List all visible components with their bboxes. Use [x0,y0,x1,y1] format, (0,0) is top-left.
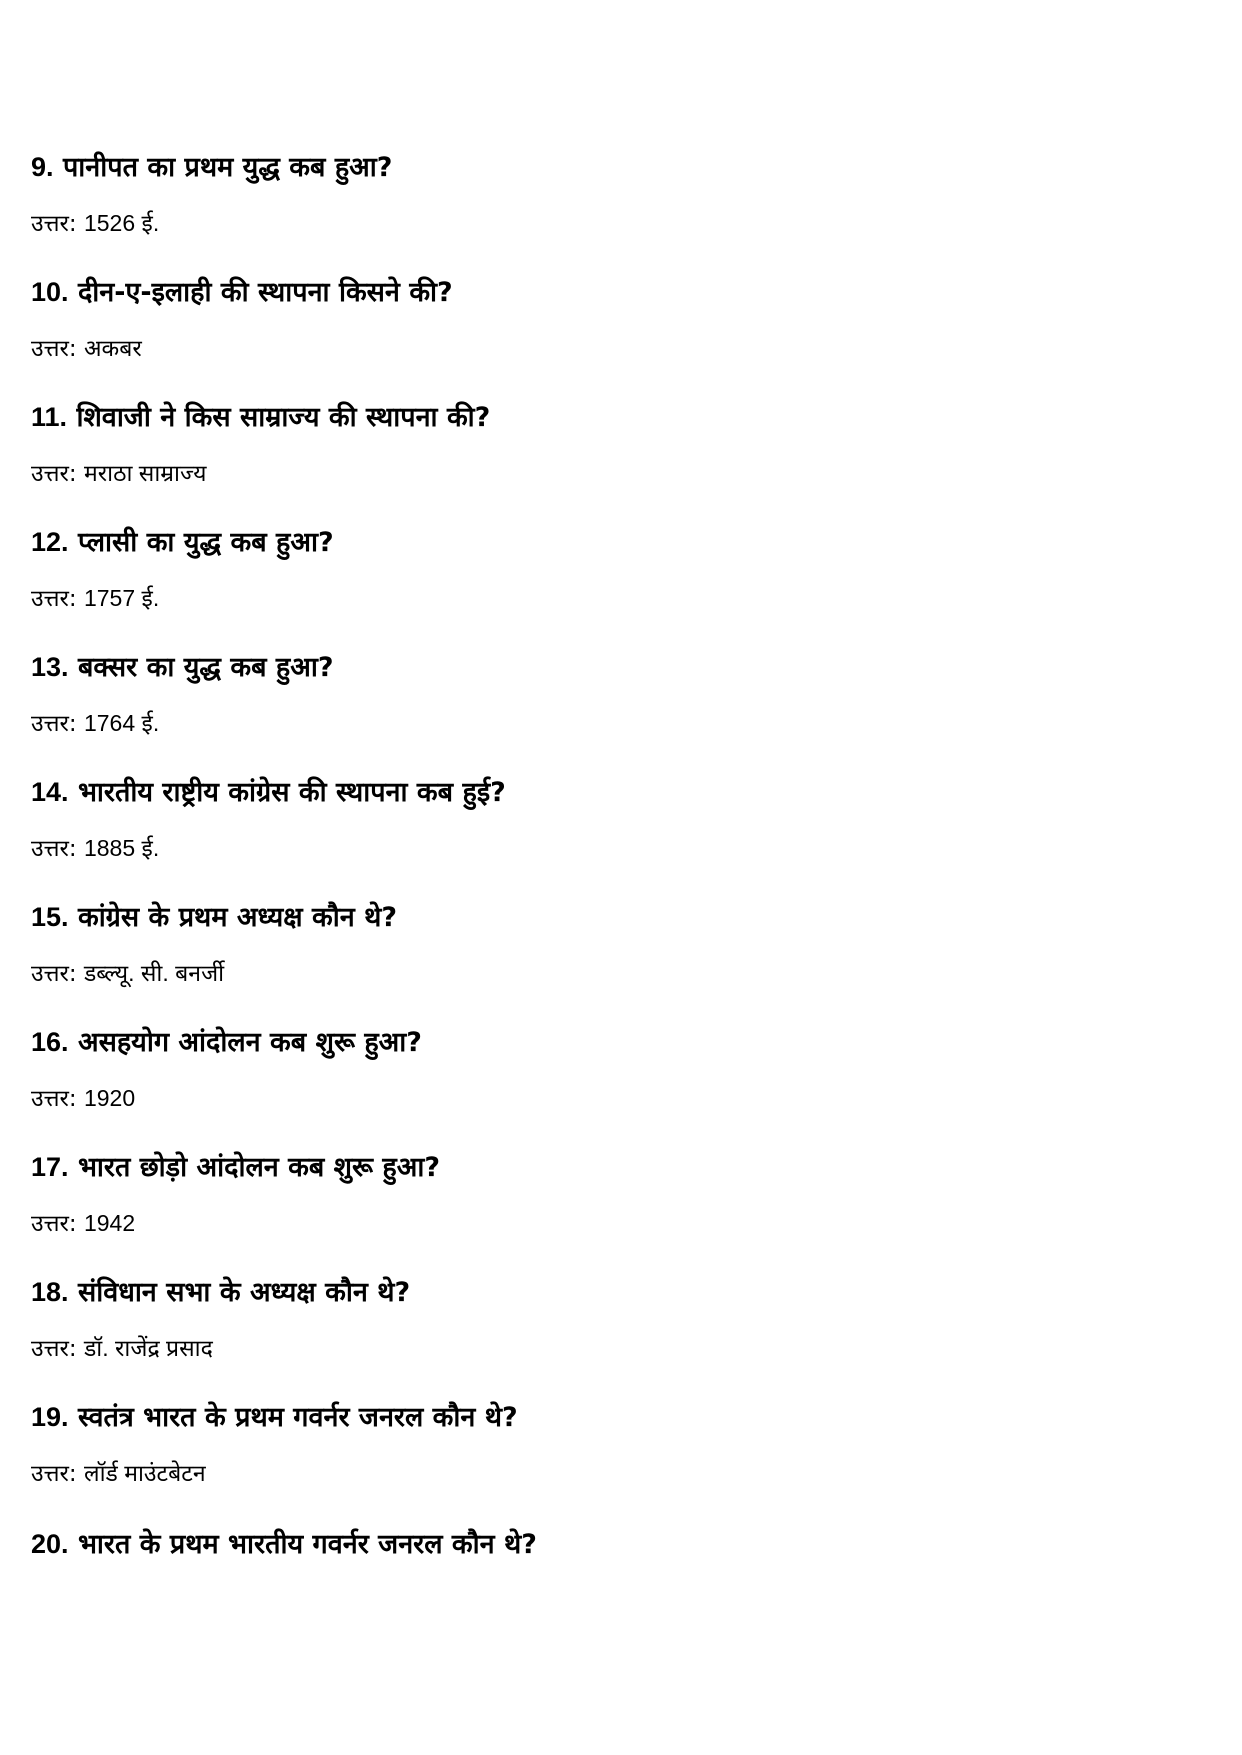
qa-item-9 [31,150,1211,237]
answer-10 [31,333,142,363]
answer-18 [31,1333,213,1363]
answer-label: उत्तर: [31,1336,77,1362]
question-13 [31,650,1211,684]
answer-value: 1757 ई. [83,585,160,611]
question-11 [31,400,1211,434]
answer-label: उत्तर: [31,336,77,362]
question-number: 12. [31,527,69,557]
answer-value: 1764 ई. [83,710,160,736]
question-text: दीन-ए-इलाही की स्थापना किसने की? [77,277,453,308]
question-18 [31,1275,1211,1309]
answer-label: उत्तर: [31,836,77,862]
answer-label: उत्तर: [31,1211,77,1237]
qa-item-17 [31,1150,1211,1237]
answer-label: उत्तर: [31,461,77,487]
answer-value: 1526 ई. [83,210,160,236]
question-14 [31,775,1211,809]
answer-17 [31,1208,135,1238]
question-number: 14. [31,777,69,807]
question-16 [31,1025,1211,1059]
qa-item-11 [31,400,1211,487]
question-text: कांग्रेस के प्रथम अध्यक्ष कौन थे? [77,902,398,933]
question-text: स्वतंत्र भारत के प्रथम गवर्नर जनरल कौन थे? [77,1402,518,1433]
qa-item-14 [31,775,1211,862]
answer-label: उत्तर: [31,1461,77,1487]
question-12 [31,525,1211,559]
question-number: 10. [31,277,69,307]
question-9 [31,150,1211,184]
answer-12 [31,583,159,613]
answer-15 [31,958,224,988]
answer-label: उत्तर: [31,211,77,237]
answer-19 [31,1458,206,1488]
qa-item-19 [31,1400,1211,1487]
answer-value: 1885 ई. [83,835,160,861]
answer-11 [31,458,207,488]
question-number: 20. [31,1529,69,1559]
qa-item-15 [31,900,1211,987]
qa-item-12 [31,525,1211,612]
qa-item-18 [31,1275,1211,1362]
question-number: 19. [31,1402,69,1432]
qa-item-13 [31,650,1211,737]
question-text: प्लासी का युद्ध कब हुआ? [77,527,334,558]
answer-value: डब्ल्यू. सी. बनर्जी [83,960,225,986]
question-number: 16. [31,1027,69,1057]
question-number: 17. [31,1152,69,1182]
question-number: 9. [31,152,54,182]
answer-label: उत्तर: [31,1086,77,1112]
answer-value: 1942 [83,1210,136,1236]
answer-value: 1920 [83,1085,136,1111]
question-text: भारतीय राष्ट्रीय कांग्रेस की स्थापना कब हुई? [77,777,506,808]
question-number: 18. [31,1277,69,1307]
answer-label: उत्तर: [31,586,77,612]
answer-14 [31,833,159,863]
question-text: संविधान सभा के अध्यक्ष कौन थे? [77,1277,411,1308]
question-17 [31,1150,1211,1184]
question-19 [31,1400,1211,1434]
qa-item-10 [31,275,1211,362]
question-20 [31,1527,1211,1561]
question-number: 15. [31,902,69,932]
answer-label: उत्तर: [31,961,77,987]
answer-value: डॉ. राजेंद्र प्रसाद [83,1335,213,1361]
answer-value: अकबर [83,335,142,361]
question-text: भारत के प्रथम भारतीय गवर्नर जनरल कौन थे? [77,1529,537,1560]
question-text: भारत छोड़ो आंदोलन कब शुरू हुआ? [77,1152,441,1183]
question-10 [31,275,1211,309]
qa-item-20 [31,1527,1211,1561]
answer-9 [31,208,159,238]
answer-value: लॉर्ड माउंटबेटन [83,1460,206,1486]
qa-item-16 [31,1025,1211,1112]
answer-16 [31,1083,135,1113]
answer-value: मराठा साम्राज्य [83,460,207,486]
question-number: 11. [31,402,68,432]
question-text: बक्सर का युद्ध कब हुआ? [77,652,334,683]
answer-label: उत्तर: [31,711,77,737]
question-text: शिवाजी ने किस साम्राज्य की स्थापना की? [76,402,491,433]
question-text: असहयोग आंदोलन कब शुरू हुआ? [77,1027,422,1058]
question-number: 13. [31,652,69,682]
answer-13 [31,708,159,738]
question-text: पानीपत का प्रथम युद्ध कब हुआ? [62,152,393,183]
question-15 [31,900,1211,934]
